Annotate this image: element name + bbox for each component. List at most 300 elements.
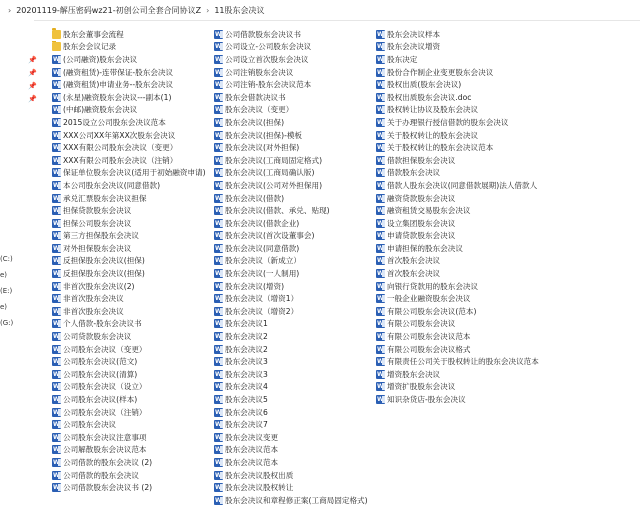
file-item[interactable] (52, 141, 212, 154)
word-document-icon (214, 332, 223, 341)
file-item[interactable] (214, 28, 376, 41)
file-item[interactable] (52, 381, 212, 394)
word-document-icon (376, 118, 385, 127)
file-item[interactable] (214, 217, 376, 230)
file-item[interactable] (52, 318, 212, 331)
pin-icon[interactable]: 📌 (28, 56, 37, 64)
file-name-label: 股权出质(股东会决议) (387, 80, 462, 90)
word-document-icon (214, 105, 223, 114)
file-name-label: 反担保股东会决议(担保) (63, 256, 145, 266)
file-name-label: 非首次股东会决议(2) (63, 281, 135, 291)
file-item[interactable] (376, 318, 638, 331)
word-document-icon (376, 231, 385, 240)
file-name-label: 公司股东会决议注意事项 (63, 432, 147, 442)
file-item[interactable] (376, 230, 638, 243)
file-name-label: 股东会决议（增资2） (225, 306, 299, 316)
word-document-icon (376, 319, 385, 328)
word-document-icon (52, 357, 61, 366)
word-document-icon (376, 143, 385, 152)
file-item[interactable] (52, 305, 212, 318)
file-item[interactable] (52, 217, 212, 230)
file-name-label: 借款担保股东会决议 (387, 155, 456, 165)
file-item[interactable] (214, 330, 376, 343)
word-document-icon (52, 118, 61, 127)
file-item[interactable] (376, 292, 638, 305)
file-name-label: 股权转让协议及股东会决议 (387, 105, 479, 115)
file-name-label: 股东会决议(首次设董事会) (225, 231, 315, 241)
file-item[interactable] (376, 192, 638, 205)
file-name-label: 公司股东会决议 (63, 420, 117, 430)
file-item[interactable] (214, 91, 376, 104)
drive-e[interactable]: (E:) (0, 287, 13, 295)
file-name-label: 股权出质股东会决议.doc (387, 92, 472, 102)
file-item[interactable] (214, 141, 376, 154)
drive-d[interactable]: e) (0, 271, 8, 279)
word-document-icon (214, 269, 223, 278)
word-document-icon (52, 433, 61, 442)
word-document-icon (52, 458, 61, 467)
pin-icon[interactable]: 📌 (28, 69, 37, 77)
file-item[interactable] (52, 431, 212, 444)
file-item[interactable] (52, 204, 212, 217)
file-item[interactable] (214, 280, 376, 293)
file-item[interactable] (52, 66, 212, 79)
file-name-label: 股东决定 (387, 54, 418, 64)
file-item[interactable] (52, 292, 212, 305)
word-document-icon (52, 105, 61, 114)
file-name-label: 公司注销股东会决议 (225, 67, 294, 77)
file-item[interactable] (214, 406, 376, 419)
file-name-label: 承兑汇票股东会决议担保 (63, 193, 147, 203)
file-name-label: 非首次股东会决议 (63, 306, 124, 316)
file-item[interactable] (52, 255, 212, 268)
word-document-icon (52, 483, 61, 492)
file-name-label: 股东会决议和章程修正案(工商局固定格式) (225, 495, 368, 505)
file-item[interactable] (376, 330, 638, 343)
file-item[interactable] (52, 393, 212, 406)
file-item[interactable] (214, 444, 376, 457)
word-document-icon (52, 219, 61, 228)
file-item[interactable] (52, 91, 212, 104)
file-item[interactable] (376, 267, 638, 280)
file-name-label: 公司借款的股东会决议 (63, 470, 139, 480)
word-document-icon (376, 307, 385, 316)
file-name-label: 公司借款的股东会决议 (2) (63, 457, 153, 467)
file-name-label: 对外担保股东会决议 (63, 243, 132, 253)
file-name-label: 股东会决议股权出质 (225, 470, 294, 480)
word-document-icon (214, 420, 223, 429)
file-name-label: 公司借款股东会决议书 (2) (63, 483, 153, 493)
file-item[interactable] (52, 179, 212, 192)
word-document-icon (376, 181, 385, 190)
file-name-label: 非首次股东会决议 (63, 294, 124, 304)
file-item[interactable] (376, 204, 638, 217)
file-name-label: 关于办理银行授信借款的股东会决议 (387, 117, 509, 127)
word-document-icon (214, 42, 223, 51)
file-item[interactable] (214, 116, 376, 129)
word-document-icon (376, 382, 385, 391)
word-document-icon (376, 370, 385, 379)
word-document-icon (376, 168, 385, 177)
file-name-label: 股东会决议(一人制用) (225, 269, 300, 279)
word-document-icon (52, 370, 61, 379)
file-name-label: 公司股东会决议（注销） (63, 407, 147, 417)
file-name-label: 借款人股东会决议(同意借款展期)法人借款人 (387, 180, 538, 190)
file-item[interactable] (214, 192, 376, 205)
word-document-icon (214, 433, 223, 442)
file-item[interactable] (214, 78, 376, 91)
word-document-icon (52, 445, 61, 454)
word-document-icon (52, 181, 61, 190)
word-document-icon (376, 105, 385, 114)
file-item[interactable] (376, 242, 638, 255)
file-item[interactable] (214, 355, 376, 368)
file-item[interactable] (52, 242, 212, 255)
file-item[interactable] (214, 343, 376, 356)
file-name-label: 公司设立-公司股东会决议 (225, 42, 312, 52)
file-name-label: 股东会董事会流程 (63, 29, 124, 39)
folder-item[interactable] (52, 28, 212, 41)
file-item[interactable] (214, 179, 376, 192)
word-document-icon (376, 256, 385, 265)
drive-g[interactable]: (G:) (0, 319, 14, 327)
file-item[interactable] (214, 318, 376, 331)
file-item[interactable] (52, 104, 212, 117)
file-name-label: 知识杂货店-股东会决议 (387, 395, 466, 405)
file-name-label: 股东会决议(对外担保) (225, 143, 300, 153)
address-bar[interactable] (0, 0, 640, 21)
file-column-3 (376, 28, 638, 406)
file-item[interactable] (52, 267, 212, 280)
file-item[interactable] (52, 368, 212, 381)
file-name-label: 公司股东会决议(清算) (63, 369, 138, 379)
file-name-label: 股东会决议（新成立） (225, 256, 301, 266)
word-document-icon (52, 345, 61, 354)
word-document-icon (52, 68, 61, 77)
word-document-icon (214, 294, 223, 303)
file-name-label: XXX有限公司股东会决议（注销） (63, 155, 178, 165)
file-name-label: 股东会决议(借款) (225, 193, 285, 203)
file-name-label: 向银行贷款用的股东会决议 (387, 281, 479, 291)
file-item[interactable] (52, 469, 212, 482)
file-item[interactable] (52, 154, 212, 167)
word-document-icon (214, 30, 223, 39)
file-item[interactable] (214, 393, 376, 406)
file-item[interactable] (214, 167, 376, 180)
word-document-icon (214, 382, 223, 391)
file-item[interactable] (376, 255, 638, 268)
file-name-label: 2015设立公司股东会决议范本 (63, 117, 166, 127)
file-item[interactable] (214, 305, 376, 318)
word-document-icon (214, 445, 223, 454)
word-document-icon (52, 395, 61, 404)
word-document-icon (214, 458, 223, 467)
file-item[interactable] (214, 154, 376, 167)
file-name-label: 股东会决议(工商局固定格式) (225, 155, 323, 165)
file-item[interactable] (214, 41, 376, 54)
word-document-icon (52, 420, 61, 429)
word-document-icon (52, 307, 61, 316)
file-item[interactable] (214, 431, 376, 444)
file-item[interactable] (214, 494, 376, 507)
word-document-icon (52, 231, 61, 240)
file-item[interactable] (52, 78, 212, 91)
file-item[interactable] (214, 292, 376, 305)
word-document-icon (52, 269, 61, 278)
file-name-label: 股东会决议(借款企业) (225, 218, 300, 228)
breadcrumb-separator-icon[interactable]: › (206, 5, 210, 15)
file-column-1 (52, 28, 212, 494)
word-document-icon (214, 231, 223, 240)
file-item[interactable] (376, 280, 638, 293)
file-name-label: 股东会决议2 (225, 344, 268, 354)
file-name-label: 公司解散股东会决议范本 (63, 445, 147, 455)
word-document-icon (52, 382, 61, 391)
file-item[interactable] (52, 456, 212, 469)
file-name-label: 股东会会议记录 (63, 42, 117, 52)
folder-item[interactable] (52, 41, 212, 54)
word-document-icon (376, 93, 385, 102)
file-name-label: 申请担保的股东会决议 (387, 243, 463, 253)
file-name-label: (中邮)融资股东会决议 (63, 105, 138, 115)
file-item[interactable] (52, 53, 212, 66)
file-name-label: 公司贷款股东会决议 (63, 332, 132, 342)
file-name-label: 有限公司股东会决议 (387, 319, 456, 329)
file-name-label: 关于股权转让的股东会决议 (387, 130, 479, 140)
file-name-label: (公司融资)股东会决议 (63, 54, 138, 64)
breadcrumb-item-parent[interactable]: 20201119-解压密码wz21-初创公司全套合同协议Z (16, 5, 202, 15)
file-item[interactable] (376, 343, 638, 356)
word-document-icon (52, 332, 61, 341)
file-name-label: 公司股东会决议(范文) (63, 357, 138, 367)
file-name-label: 股份合作制企业变更股东会决议 (387, 67, 494, 77)
word-document-icon (376, 294, 385, 303)
file-name-label: 融资租赁交易股东会决议 (387, 206, 471, 216)
word-document-icon (376, 395, 385, 404)
word-document-icon (52, 294, 61, 303)
file-item[interactable] (52, 343, 212, 356)
file-name-label: 股东会决议样本 (387, 29, 441, 39)
word-document-icon (214, 206, 223, 215)
file-name-label: 有限公司股东会决议范本 (387, 332, 471, 342)
file-name-label: 反担保股东会决议(担保) (63, 269, 145, 279)
word-document-icon (214, 131, 223, 140)
file-item[interactable] (214, 381, 376, 394)
file-name-label: 一般企业融资股东会决议 (387, 294, 471, 304)
file-name-label: 股东会决议7 (225, 420, 268, 430)
word-document-icon (52, 80, 61, 89)
word-document-icon (214, 219, 223, 228)
file-name-label: 股东会借款决议书 (225, 92, 286, 102)
word-document-icon (376, 42, 385, 51)
word-document-icon (52, 143, 61, 152)
drive-c[interactable]: (C:) (0, 255, 13, 263)
breadcrumb-item-current[interactable]: 11股东会决议 (214, 5, 265, 15)
file-name-label: 有限公司股东会决议(范本) (387, 306, 477, 316)
pin-icon[interactable]: 📌 (28, 95, 37, 103)
file-item[interactable] (376, 141, 638, 154)
word-document-icon (214, 80, 223, 89)
file-name-label: 股东会决议4 (225, 382, 268, 392)
file-item[interactable] (214, 66, 376, 79)
file-name-label: (融资租赁)申请业务--股东会决议 (63, 80, 174, 90)
file-item[interactable] (214, 53, 376, 66)
word-document-icon (214, 319, 223, 328)
word-document-icon (376, 80, 385, 89)
file-item[interactable] (214, 255, 376, 268)
file-name-label: 增资股东会决议 (387, 369, 441, 379)
file-item[interactable] (376, 393, 638, 406)
file-item[interactable] (376, 355, 638, 368)
file-name-label: 股东会决议3 (225, 369, 268, 379)
word-document-icon (376, 219, 385, 228)
file-item[interactable] (214, 230, 376, 243)
file-item[interactable] (214, 267, 376, 280)
file-name-label: 保证单位股东会决议(适用于初始融资申请) (63, 168, 206, 178)
word-document-icon (214, 357, 223, 366)
file-item[interactable] (376, 368, 638, 381)
word-document-icon (376, 156, 385, 165)
word-document-icon (376, 55, 385, 64)
word-document-icon (376, 332, 385, 341)
file-item[interactable] (376, 78, 638, 91)
file-item[interactable] (376, 129, 638, 142)
word-document-icon (214, 345, 223, 354)
file-name-label: 股东会决议(担保) (225, 117, 285, 127)
file-item[interactable] (214, 368, 376, 381)
file-item[interactable] (52, 481, 212, 494)
word-document-icon (214, 408, 223, 417)
breadcrumb-chevron-icon[interactable]: › (8, 5, 12, 15)
file-item[interactable] (376, 28, 638, 41)
file-name-label: 股东会决议6 (225, 407, 268, 417)
file-name-label: 股东会决议(同意借款) (225, 243, 300, 253)
word-document-icon (376, 244, 385, 253)
word-document-icon (376, 357, 385, 366)
file-item[interactable] (52, 406, 212, 419)
file-name-label: 股东会决议(公司对外担保用) (225, 180, 323, 190)
file-item[interactable] (52, 167, 212, 180)
file-name-label: 公司借款股东会决议书 (225, 29, 301, 39)
word-document-icon (214, 68, 223, 77)
word-document-icon (214, 483, 223, 492)
word-document-icon (52, 131, 61, 140)
word-document-icon (52, 168, 61, 177)
file-name-label: 公司股东会决议（设立） (63, 382, 147, 392)
file-item[interactable] (214, 104, 376, 117)
file-item[interactable] (376, 41, 638, 54)
file-column-2 (214, 28, 376, 507)
file-item[interactable] (376, 381, 638, 394)
file-item[interactable] (52, 418, 212, 431)
file-item[interactable] (52, 280, 212, 293)
file-name-label: 股东会决议(借款、承兑、贴现) (225, 206, 330, 216)
file-item[interactable] (214, 456, 376, 469)
file-name-label: 公司注销-股东会决议范本 (225, 80, 312, 90)
word-document-icon (52, 319, 61, 328)
word-document-icon (52, 282, 61, 291)
file-name-label: 本公司股东会决议(同意借款) (63, 180, 161, 190)
word-document-icon (376, 68, 385, 77)
file-name-label: 股东会决议5 (225, 395, 268, 405)
word-document-icon (376, 206, 385, 215)
word-document-icon (52, 471, 61, 480)
file-name-label: 担保公司股东会决议 (63, 218, 132, 228)
file-item[interactable] (376, 104, 638, 117)
file-item[interactable] (376, 91, 638, 104)
word-document-icon (214, 194, 223, 203)
word-document-icon (214, 307, 223, 316)
file-item[interactable] (376, 116, 638, 129)
word-document-icon (52, 256, 61, 265)
word-document-icon (376, 30, 385, 39)
file-item[interactable] (52, 355, 212, 368)
pin-icon[interactable]: 📌 (28, 82, 37, 90)
file-item[interactable] (52, 230, 212, 243)
folder-icon (52, 42, 61, 51)
file-item[interactable] (214, 204, 376, 217)
file-name-label: 股东会决议1 (225, 319, 268, 329)
file-item[interactable] (376, 217, 638, 230)
word-document-icon (376, 269, 385, 278)
file-item[interactable] (214, 129, 376, 142)
file-name-label: 股东会决议2 (225, 332, 268, 342)
file-name-label: 股东会决议(工商局确认版) (225, 168, 315, 178)
word-document-icon (214, 496, 223, 505)
file-item[interactable] (376, 305, 638, 318)
file-name-label: 股东会决议变更 (225, 432, 279, 442)
word-document-icon (52, 244, 61, 253)
word-document-icon (52, 55, 61, 64)
file-name-label: 股东会决议(增资) (225, 281, 285, 291)
file-item[interactable] (52, 129, 212, 142)
word-document-icon (214, 471, 223, 480)
file-item[interactable] (52, 192, 212, 205)
word-document-icon (376, 345, 385, 354)
word-document-icon (52, 93, 61, 102)
file-item[interactable] (214, 418, 376, 431)
word-document-icon (214, 395, 223, 404)
file-item[interactable] (376, 53, 638, 66)
file-item[interactable] (52, 330, 212, 343)
drive-f[interactable]: e) (0, 303, 8, 311)
word-document-icon (214, 370, 223, 379)
file-name-label: 股东会决议范本 (225, 445, 279, 455)
file-name-label: 股东会决议（变更） (225, 105, 294, 115)
word-document-icon (214, 156, 223, 165)
file-item[interactable] (214, 242, 376, 255)
word-document-icon (214, 93, 223, 102)
file-item[interactable] (214, 481, 376, 494)
file-item[interactable] (52, 444, 212, 457)
word-document-icon (52, 194, 61, 203)
file-item[interactable] (376, 167, 638, 180)
word-document-icon (214, 55, 223, 64)
word-document-icon (214, 282, 223, 291)
file-name-label: 有限公司股东会决议格式 (387, 344, 471, 354)
file-item[interactable] (376, 154, 638, 167)
file-item[interactable] (376, 66, 638, 79)
file-item[interactable] (214, 469, 376, 482)
file-item[interactable] (376, 179, 638, 192)
file-name-label: 首次股东会决议 (387, 269, 441, 279)
file-name-label: 第三方担保股东会决议 (63, 231, 139, 241)
word-document-icon (214, 168, 223, 177)
file-item[interactable] (52, 116, 212, 129)
file-name-label: 关于股权转让的股东会决议范本 (387, 143, 494, 153)
file-name-label: 借款股东会决议 (387, 168, 441, 178)
file-name-label: 股东会决议（增资1） (225, 294, 299, 304)
